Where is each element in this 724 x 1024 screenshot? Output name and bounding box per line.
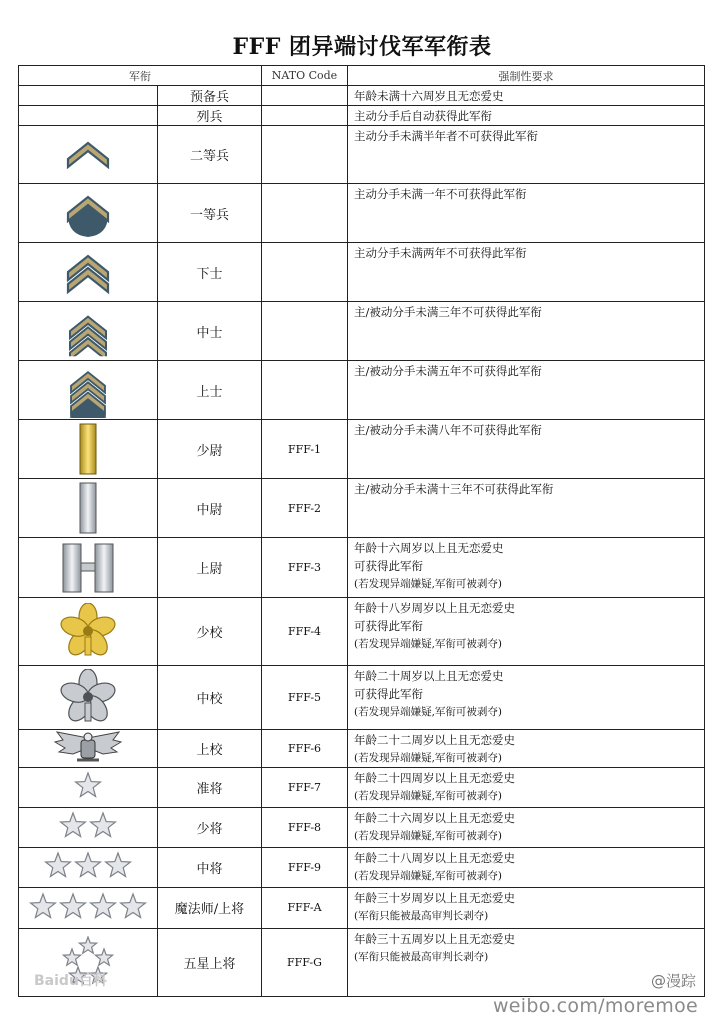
rank-name: 一等兵 [158, 184, 262, 243]
rank-name: 上尉 [158, 538, 262, 597]
requirement [348, 243, 705, 302]
requirement-line: 主动分手后自动获得此军衔 [354, 109, 492, 124]
nato-code [262, 86, 348, 106]
insignia-cell [19, 86, 158, 106]
weibo-handle: @漫踪 [650, 972, 696, 990]
requirement-line: 年龄二十二周岁以上且无恋爱史 [354, 732, 515, 747]
requirement-line: 主/被动分手未满十三年不可获得此军衔 [354, 482, 554, 497]
insignia-cell [19, 807, 158, 847]
requirement-line: (军衔只能被最高审判长剥夺) [354, 909, 489, 922]
requirement-line: 年龄二十六周岁以上且无恋爱史 [354, 810, 515, 825]
requirement [348, 479, 705, 538]
rank-name: 上校 [158, 729, 262, 767]
insignia-cell [19, 847, 158, 887]
requirement-line: 年龄三十岁周岁以上且无恋爱史 [354, 890, 515, 905]
chevron-1-icon [60, 144, 116, 163]
header-insignia: 军衔 [19, 66, 262, 86]
nato-code: FFF-G [262, 928, 348, 996]
table-row [19, 106, 705, 126]
table-row [19, 479, 705, 538]
requirement [348, 302, 705, 361]
requirement [348, 847, 705, 887]
table-row [19, 665, 705, 729]
star-1-icon [70, 777, 106, 796]
rank-name: 下士 [158, 243, 262, 302]
chevron-3-icon [60, 321, 116, 340]
requirement-line: 可获得此军衔 [354, 618, 423, 633]
table-row [19, 538, 705, 597]
nato-code [262, 361, 348, 420]
star-3-icon [40, 857, 136, 876]
nato-code: FFF-3 [262, 538, 348, 597]
requirement-line: (若发现异端嫌疑,军衔可被剥夺) [354, 637, 503, 650]
insignia-cell [19, 538, 158, 597]
table-row [19, 928, 705, 996]
requirement-line: (若发现异端嫌疑,军衔可被剥夺) [354, 578, 503, 591]
star-4-icon [25, 897, 151, 916]
insignia-cell [19, 243, 158, 302]
requirement-line: (若发现异端嫌疑,军衔可被剥夺) [354, 789, 503, 802]
rank-name: 准将 [158, 767, 262, 807]
nato-code [262, 106, 348, 126]
gold-leaf-icon [60, 621, 116, 640]
nato-code [262, 184, 348, 243]
requirement-line: 年龄二十八周岁以上且无恋爱史 [354, 850, 515, 865]
requirement-line: (若发现异端嫌疑,军衔可被剥夺) [354, 751, 503, 764]
requirement [348, 767, 705, 807]
table-row [19, 420, 705, 479]
requirement-line: (若发现异端嫌疑,军衔可被剥夺) [354, 829, 503, 842]
table-row [19, 86, 705, 106]
requirement-line: 主动分手未满两年不可获得此军衔 [354, 246, 527, 261]
rank-name: 中校 [158, 665, 262, 729]
table-row [19, 597, 705, 665]
nato-code [262, 302, 348, 361]
table-row [19, 361, 705, 420]
nato-code: FFF-A [262, 887, 348, 928]
requirement-line: 主/被动分手未满八年不可获得此军衔 [354, 423, 542, 438]
insignia-cell [19, 665, 158, 729]
rank-name: 少校 [158, 597, 262, 665]
rank-name: 中尉 [158, 479, 262, 538]
requirement-line: (若发现异端嫌疑,军衔可被剥夺) [354, 869, 503, 882]
rank-name: 列兵 [158, 106, 262, 126]
requirement [348, 597, 705, 665]
requirement [348, 126, 705, 184]
requirement [348, 729, 705, 767]
requirement [348, 361, 705, 420]
requirement-line: 主动分手未满一年不可获得此军衔 [354, 187, 527, 202]
header-requirement: 强制性要求 [348, 66, 705, 86]
table-row [19, 302, 705, 361]
chevron-2-icon [60, 262, 116, 281]
insignia-cell [19, 420, 158, 479]
insignia-cell [19, 126, 158, 184]
insignia-cell [19, 597, 158, 665]
nato-code: FFF-2 [262, 479, 348, 538]
requirement-line: 主动分手未满半年者不可获得此军衔 [354, 129, 538, 144]
double-bar-icon [60, 557, 116, 576]
rank-name: 少将 [158, 807, 262, 847]
nato-code: FFF-8 [262, 807, 348, 847]
requirement-line: 年龄未满十六周岁且无恋爱史 [354, 89, 504, 103]
requirement-line: 年龄二十四周岁以上且无恋爱史 [354, 770, 515, 785]
requirement-line: 可获得此军衔 [354, 559, 423, 574]
rank-name: 五星上将 [158, 928, 262, 996]
rank-name: 少尉 [158, 420, 262, 479]
insignia-cell [19, 184, 158, 243]
requirement [348, 420, 705, 479]
nato-code [262, 243, 348, 302]
nato-code: FFF-7 [262, 767, 348, 807]
rank-name: 预备兵 [158, 86, 262, 106]
rank-name: 中将 [158, 847, 262, 887]
nato-code: FFF-5 [262, 665, 348, 729]
insignia-cell [19, 767, 158, 807]
weibo-url: weibo.com/moremoe [492, 995, 698, 1017]
silver-leaf-icon [60, 687, 116, 706]
requirement [348, 807, 705, 847]
requirement-line: (若发现异端嫌疑,军衔可被剥夺) [354, 705, 503, 718]
requirement-line: 可获得此军衔 [354, 686, 423, 701]
requirement [348, 106, 705, 126]
insignia-cell [19, 887, 158, 928]
table-row [19, 184, 705, 243]
nato-code: FFF-4 [262, 597, 348, 665]
requirement-line: 主/被动分手未满三年不可获得此军衔 [354, 305, 542, 320]
eagle-icon [53, 738, 123, 757]
nato-code: FFF-9 [262, 847, 348, 887]
chevron-1-rocker-icon [60, 203, 116, 222]
header-nato-code: NATO Code [262, 66, 348, 86]
table-row [19, 243, 705, 302]
page-title: FFF 团异端讨伐军军衔表 [232, 34, 492, 60]
watermark: Baidu百科 [34, 973, 107, 989]
rank-name: 魔法师/上将 [158, 887, 262, 928]
insignia-cell [19, 106, 158, 126]
star-2-icon [55, 817, 121, 836]
requirement-line: 主/被动分手未满五年不可获得此军衔 [354, 364, 542, 379]
insignia-cell [19, 729, 158, 767]
requirement [348, 538, 705, 597]
nato-code [262, 126, 348, 184]
star-5-icon [44, 952, 132, 971]
table-row [19, 126, 705, 184]
requirement-line: 年龄三十五周岁以上且无恋爱史 [354, 931, 515, 946]
insignia-cell [19, 479, 158, 538]
rank-name: 中士 [158, 302, 262, 361]
chevron-3-rocker-icon [60, 380, 116, 399]
rank-name: 二等兵 [158, 126, 262, 184]
table-row [19, 847, 705, 887]
requirement [348, 184, 705, 243]
requirement-line: (军衔只能被最高审判长剥夺) [354, 950, 489, 963]
requirement-line: 年龄二十周岁以上且无恋爱史 [354, 668, 504, 683]
silver-bar-icon [78, 498, 98, 517]
table-row [19, 729, 705, 767]
nato-code: FFF-6 [262, 729, 348, 767]
requirement-line: 年龄十八岁周岁以上且无恋爱史 [354, 600, 515, 615]
nato-code: FFF-1 [262, 420, 348, 479]
table-row [19, 807, 705, 847]
table-header-row [19, 66, 705, 86]
requirement [348, 887, 705, 928]
table-row [19, 887, 705, 928]
rank-table [18, 65, 705, 997]
insignia-cell [19, 302, 158, 361]
requirement [348, 665, 705, 729]
table-row [19, 767, 705, 807]
gold-bar-icon [78, 439, 98, 458]
rank-name: 上士 [158, 361, 262, 420]
insignia-cell [19, 361, 158, 420]
requirement-line: 年龄十六周岁以上且无恋爱史 [354, 541, 504, 556]
requirement [348, 86, 705, 106]
